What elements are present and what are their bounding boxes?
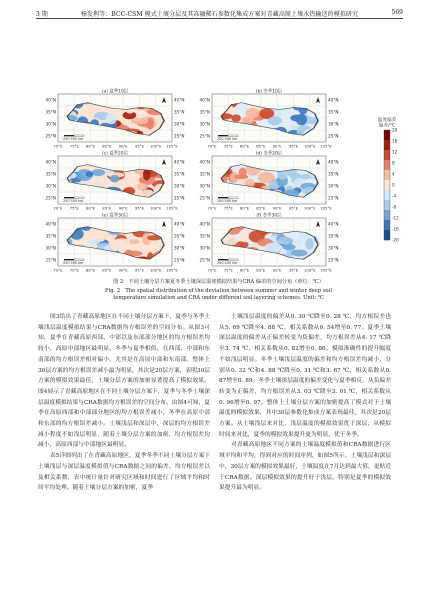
latitude-label: 35°N	[328, 109, 339, 115]
colorbar-unit: 偏差/°C	[378, 123, 396, 129]
longitude-label: 90°E	[272, 267, 282, 273]
longitude-label: 75°E	[69, 143, 79, 149]
latitude-label: 35°N	[328, 233, 339, 239]
longitude-label: 80°E	[86, 205, 96, 211]
colorbar-title: 温度偏差	[377, 118, 397, 123]
latitude-label: 30°N	[199, 183, 210, 189]
colorbar-tick: -4	[392, 193, 397, 199]
scale-bar-label: 250 500 km	[217, 199, 238, 204]
scale-bar-label: 250 500 km	[217, 137, 238, 142]
latitude-label: 30°N	[328, 245, 339, 251]
longitude-label: 90°E	[272, 205, 282, 211]
longitude-label: 70°E	[53, 205, 63, 211]
latitude-label: 25°N	[174, 133, 185, 139]
latitude-label: 30°N	[45, 245, 56, 251]
colorbar-swatch	[384, 130, 390, 140]
colorbar-tick: 12	[392, 149, 398, 155]
colorbar-swatch	[384, 150, 390, 160]
longitude-label: 105°E	[166, 143, 178, 149]
latitude-label: 40°N	[45, 97, 56, 103]
latitude-label: 40°N	[199, 97, 210, 103]
longitude-label: 85°E	[256, 205, 266, 211]
longitude-label: 95°E	[134, 205, 144, 211]
latitude-label: 25°N	[199, 133, 210, 139]
latitude-label: 35°N	[199, 233, 210, 239]
latitude-label: 35°N	[174, 171, 185, 177]
latitude-label: 35°N	[174, 109, 185, 115]
longitude-label: 70°E	[207, 267, 217, 273]
latitude-label: 40°N	[328, 159, 339, 165]
colorbar-swatch	[384, 210, 390, 220]
latitude-label: 35°N	[45, 171, 56, 177]
longitude-label: 95°E	[288, 143, 298, 149]
colorbar-swatch	[384, 220, 390, 230]
longitude-label: 95°E	[134, 267, 144, 273]
latitude-label: 30°N	[328, 121, 339, 127]
latitude-label: 25°N	[328, 257, 339, 263]
map-panel	[58, 218, 172, 266]
figure-2	[0, 86, 427, 276]
latitude-label: 30°N	[45, 121, 56, 127]
scale-bar	[64, 135, 84, 136]
longitude-label: 95°E	[134, 143, 144, 149]
latitude-label: 30°N	[174, 121, 185, 127]
longitude-label: 75°E	[69, 205, 79, 211]
longitude-label: 105°E	[320, 205, 332, 211]
map-panel	[58, 94, 173, 142]
panel-title: (e) 夏季30层	[101, 213, 129, 219]
longitude-label: 85°E	[102, 267, 112, 273]
colorbar-swatch	[384, 190, 390, 200]
latitude-label: 35°N	[174, 233, 185, 239]
longitude-label: 75°E	[223, 267, 233, 273]
longitude-label: 70°E	[53, 267, 63, 273]
longitude-label: 85°E	[102, 143, 112, 149]
latitude-label: 30°N	[328, 183, 339, 189]
longitude-label: 105°E	[320, 267, 332, 273]
longitude-label: 70°E	[207, 143, 217, 149]
scale-bar-label: 250 500 km	[63, 261, 84, 266]
colorbar-swatch	[384, 230, 390, 240]
colorbar-tick: -12	[392, 215, 399, 221]
longitude-label: 100°E	[149, 143, 162, 149]
colorbar-swatch	[384, 160, 390, 170]
latitude-label: 25°N	[199, 257, 210, 263]
paragraph: 表5详细列出了在青藏高原地区，夏季冬季不同土壤分层方案下土壤浅层与深层温度模拟值与CRA数据之间的偏差、均方根误差以及相关系数，表中统计量针对研究区域和时间进行了区域平均和时间平均处理。随着土壤分层方案的加密，夏季	[38, 453, 210, 492]
longitude-label: 100°E	[303, 205, 316, 211]
latitude-label: 25°N	[45, 133, 56, 139]
scale-bar-label: 250 500 km	[63, 199, 84, 204]
figure-caption-en-line-1: Fig. 2 The spatial distribution of the deviation between summer and winter deep soil	[104, 288, 332, 294]
latitude-label: 35°N	[45, 233, 56, 239]
colorbar-swatch	[384, 140, 390, 150]
longitude-label: 85°E	[256, 143, 266, 149]
longitude-label: 75°E	[223, 205, 233, 211]
longitude-label: 90°E	[272, 143, 282, 149]
latitude-label: 40°N	[45, 221, 56, 227]
longitude-label: 75°E	[69, 267, 79, 273]
latitude-label: 30°N	[199, 121, 210, 127]
panel-title: (a) 夏季10层	[101, 89, 129, 95]
colorbar-tick: 4	[392, 171, 395, 177]
latitude-label: 30°N	[174, 245, 185, 251]
body-column-left	[38, 312, 210, 494]
latitude-label: 40°N	[199, 221, 210, 227]
running-title: 杨发利等：BCC-CSM 模式土壤分层及其冻融稀石参数化集成方案对青藏高原土壤水热输送的模拟研究	[80, 11, 359, 18]
panel-title: (c) 夏季20层	[102, 151, 128, 157]
scale-bar	[64, 197, 84, 198]
longitude-label: 105°E	[166, 267, 178, 273]
panel-title: (f) 冬季30层	[256, 213, 282, 219]
colorbar-tick: 0	[392, 182, 395, 188]
latitude-label: 40°N	[328, 221, 339, 227]
longitude-label: 100°E	[149, 267, 162, 273]
latitude-label: 35°N	[199, 171, 210, 177]
longitude-label: 95°E	[288, 267, 298, 273]
map-panel	[212, 94, 328, 142]
latitude-label: 25°N	[199, 195, 210, 201]
latitude-label: 40°N	[328, 97, 339, 103]
latitude-label: 40°N	[199, 159, 210, 165]
scale-bar	[218, 197, 238, 198]
panel-title: (d) 冬季20层	[255, 151, 283, 157]
paragraph: 对青藏高原地区不同方案的土壤温度模拟值和CRA数据进行区域平均和平均，得到对应的时间序列，如图5所示。土壤浅层和深层中，30层方案的模拟效果最好，土壤温度在7月达到最大值，更贴近于CRA数据。深层模拟效果的提升好于浅层，特别是夏季的模拟效果提升最为明显。	[219, 442, 391, 492]
latitude-label: 30°N	[199, 245, 210, 251]
latitude-label: 40°N	[174, 97, 185, 103]
latitude-label: 35°N	[328, 171, 339, 177]
longitude-label: 85°E	[102, 205, 112, 211]
page-number: 569	[391, 9, 403, 16]
longitude-label: 105°E	[166, 205, 178, 211]
longitude-label: 90°E	[118, 267, 128, 273]
longitude-label: 105°E	[320, 143, 332, 149]
longitude-label: 90°E	[118, 205, 128, 211]
longitude-label: 75°E	[223, 143, 233, 149]
colorbar-swatch	[384, 200, 390, 210]
colorbar-tick: -20	[392, 237, 399, 243]
longitude-label: 100°E	[303, 143, 316, 149]
latitude-label: 30°N	[174, 183, 185, 189]
longitude-label: 100°E	[149, 205, 162, 211]
colorbar-tick: -8	[392, 204, 397, 210]
paragraph: 土壤浅层温度的偏差从0. 30 ℃降至0. 28 ℃，均方根误差也从5. 69 ℃降至4. 88 ℃，相关系数从0. 54增至0. 77。夏季土壤深层温度的偏差从正偏差转变为负偏差，均方根误差从4. 17 ℃降至3. 74 ℃，相关系数从0. 82增至0. 86。模拟准确性的提升幅度不如浅层明显。冬季土壤浅层温度的偏差和均方根误差均减小，分别从0. 32 ℃和4. 88 ℃降至0. 31 ℃和3. 67 ℃，相关系数从0. 87增至0. 89。冬季土壤深层温度的偏差变化与夏季相反，从负偏差转变为正偏差，均方根误差从3. 03 ℃降至3. 01 ℃，相关系数从0. 96增至0. 97。整体上土壤分层方案的加密提高了模式对于土壤温度的模拟效果，其中30层参数化集成方案表现最佳，其次是20层方案。从土壤浅层来对比，浅层温度的模拟效果优于深层；从模拟时间来对比，夏季的模拟效果提升更为明显，优于冬季。	[219, 314, 391, 438]
longitude-label: 85°E	[256, 267, 266, 273]
panel-title: (b) 冬季10层	[255, 89, 283, 95]
latitude-label: 35°N	[45, 109, 56, 115]
longitude-label: 80°E	[240, 205, 250, 211]
latitude-label: 25°N	[45, 257, 56, 263]
longitude-label: 70°E	[207, 205, 217, 211]
colorbar-tick: 20	[392, 127, 398, 133]
longitude-label: 100°E	[303, 267, 316, 273]
paragraph: 图3给出了青藏高原地区在不同土壤分层方案下，夏季与冬季土壤浅层温度模拟结果与CRA数据均方根误差的空间分布。从图3可知，夏季在青藏高原西部、中部以及东部部分地区的均方根误差均较小，高原中部地区最明显。冬季与夏季相似，在西部、中部和东南部的均方根误差相对偏小，尤其是在高原中部和东南部。整体上30层方案的均方根误差减小最为明显，其次是20层方案，表明30层方案的模拟效果最佳，土壤分层方案的加密显著提高了模拟效果。图4展示了青藏高原地区在不同土壤分层方案下，夏季与冬季土壤深层温度模拟结果与CRA数据均方根误差的空间分布。由图4可知，夏季在高原西部和中部部分地区的均方根误差减小，冬季在高原中部和东部的均方根误差减小。土壤浅层和深层中，深层的均方根误差减小程度不如浅层明显，随着土壤分层方案的加密，均方根误差均减小，高原西部与中部地区最明显。	[38, 314, 210, 449]
latitude-label: 25°N	[328, 195, 339, 201]
colorbar	[384, 130, 390, 240]
scale-bar-label: 250 500 km	[217, 261, 238, 266]
body-column-right	[219, 312, 391, 494]
latitude-label: 35°N	[199, 109, 210, 115]
issue-number: 3 期	[36, 11, 48, 18]
figure-caption-en-line-2: temperature simulation and CRA under different soil layering schemes. Unit: ℃	[113, 295, 324, 301]
latitude-label: 30°N	[45, 183, 56, 189]
longitude-label: 90°E	[118, 143, 128, 149]
colorbar-tick: 8	[392, 160, 395, 166]
longitude-label: 95°E	[288, 205, 298, 211]
colorbar-swatch	[384, 170, 390, 180]
colorbar-tick: 16	[392, 138, 398, 144]
scale-bar-label: 250 500 km	[63, 137, 84, 142]
longitude-label: 80°E	[240, 267, 250, 273]
longitude-label: 80°E	[240, 143, 250, 149]
map-panel	[212, 218, 329, 266]
longitude-label: 70°E	[53, 143, 63, 149]
map-panel	[212, 156, 326, 204]
figure-caption-zh: 图 2 不同土壤分层方案夏冬季土壤深层温度模拟结果与CRA 偏差的空间分布（单位：℃）	[113, 279, 324, 285]
latitude-label: 40°N	[45, 159, 56, 165]
colorbar-swatch	[384, 180, 390, 190]
longitude-label: 80°E	[86, 143, 96, 149]
scale-bar	[218, 135, 238, 136]
map-panel	[58, 156, 172, 204]
latitude-label: 25°N	[328, 133, 339, 139]
scale-bar	[218, 259, 238, 260]
latitude-label: 25°N	[174, 195, 185, 201]
longitude-label: 80°E	[86, 267, 96, 273]
scale-bar	[64, 259, 84, 260]
latitude-label: 25°N	[174, 257, 185, 263]
colorbar-tick: -16	[392, 226, 399, 232]
latitude-label: 40°N	[174, 221, 185, 227]
latitude-label: 40°N	[174, 159, 185, 165]
latitude-label: 25°N	[45, 195, 56, 201]
figure-caption-en	[40, 288, 397, 302]
running-header	[36, 6, 403, 19]
